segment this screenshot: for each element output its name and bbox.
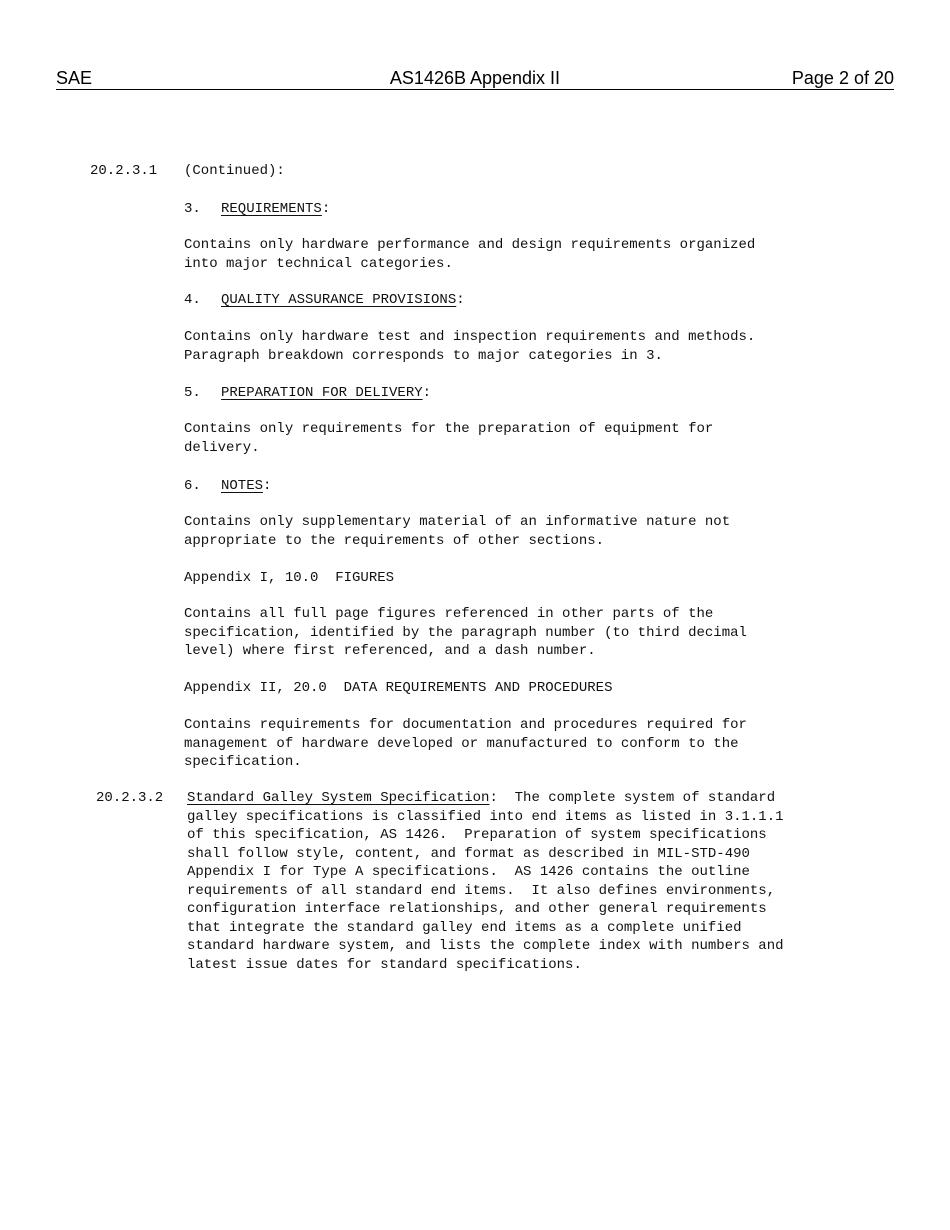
text-line: requirements of all standard end items. It also defines environments, [187,882,776,899]
item-description [184,513,730,550]
text-line: delivery. [184,439,260,456]
text-line: galley specifications is classified into end items as listed in 3.1.1.1 [187,808,784,825]
text-line: specification. [184,754,302,770]
item-number: 3. [184,201,201,217]
appendix-description [184,716,747,772]
text-line: Contains only supplementary material of an informative nature not [184,514,731,530]
item-description [184,236,755,273]
item-title: PREPARATION FOR DELIVERY: [221,385,432,401]
text-line: management of hardware developed or manufactured to conform to the [184,735,739,752]
item-title-text: REQUIREMENTS [221,201,322,217]
text-line: standard hardware system, and lists the complete index with numbers and [187,938,784,954]
text-line: specification, identified by the paragraph number (to third decimal [184,624,747,641]
appendix-description [184,605,747,661]
item-title: REQUIREMENTS: [221,201,331,217]
item-title-text: QUALITY ASSURANCE PROVISIONS [221,292,457,308]
section-heading: (Continued): [184,163,285,179]
item-title-text: NOTES [221,478,264,494]
page-header [56,67,894,90]
section-first-line [187,789,784,808]
item-description [184,328,755,365]
text-line: into major technical categories. [184,255,453,272]
text-line: appropriate to the requirements of other sections. [184,532,605,549]
text-line: Contains all full page figures referenced in other parts of the [184,606,714,622]
section-number: 20.2.3.1 [90,163,158,179]
text-line: Contains requirements for documentation and procedures required for [184,717,747,733]
section-title: Standard Galley System Specification [187,790,490,806]
text-line: level) where first referenced, and a dash number. [184,643,596,659]
header-page-number: Page 2 of 20 [791,68,894,88]
appendix-title: Appendix II, 20.0 DATA REQUIREMENTS AND PROCEDURES [184,680,613,696]
text-line: Contains only hardware performance and design requirements organized [184,237,756,253]
item-number: 5. [184,385,201,401]
item-number: 6. [184,478,201,494]
section-first-line-text: : The complete system of standard [489,790,776,806]
item-description [184,420,713,457]
appendix-title: Appendix I, 10.0 FIGURES [184,570,395,586]
section-number: 20.2.3.2 [96,790,164,806]
text-line: that integrate the standard galley end items as a complete unified [187,919,742,936]
text-line: of this specification, AS 1426. Preparation of system specifications [187,827,767,843]
text-line: Contains only requirements for the preparation of equipment for [184,421,714,437]
section-body [187,789,784,974]
text-line: Appendix I for Type A specifications. AS 1426 contains the outline [187,864,750,880]
item-title-text: PREPARATION FOR DELIVERY [221,385,423,401]
item-title: QUALITY ASSURANCE PROVISIONS: [221,292,465,308]
header-organization: SAE [56,68,93,88]
header-document-id: AS1426B Appendix II [389,68,561,88]
text-line: shall follow style, content, and format as described in MIL-STD-490 [187,845,750,862]
text-line: Contains only hardware test and inspection requirements and methods. [184,329,756,345]
item-number: 4. [184,292,201,308]
text-line: latest issue dates for standard specifications. [187,956,582,973]
text-line: Paragraph breakdown corresponds to major categories in 3. [184,347,663,364]
text-line: configuration interface relationships, and other general requirements [187,901,767,917]
item-title: NOTES: [221,478,272,494]
